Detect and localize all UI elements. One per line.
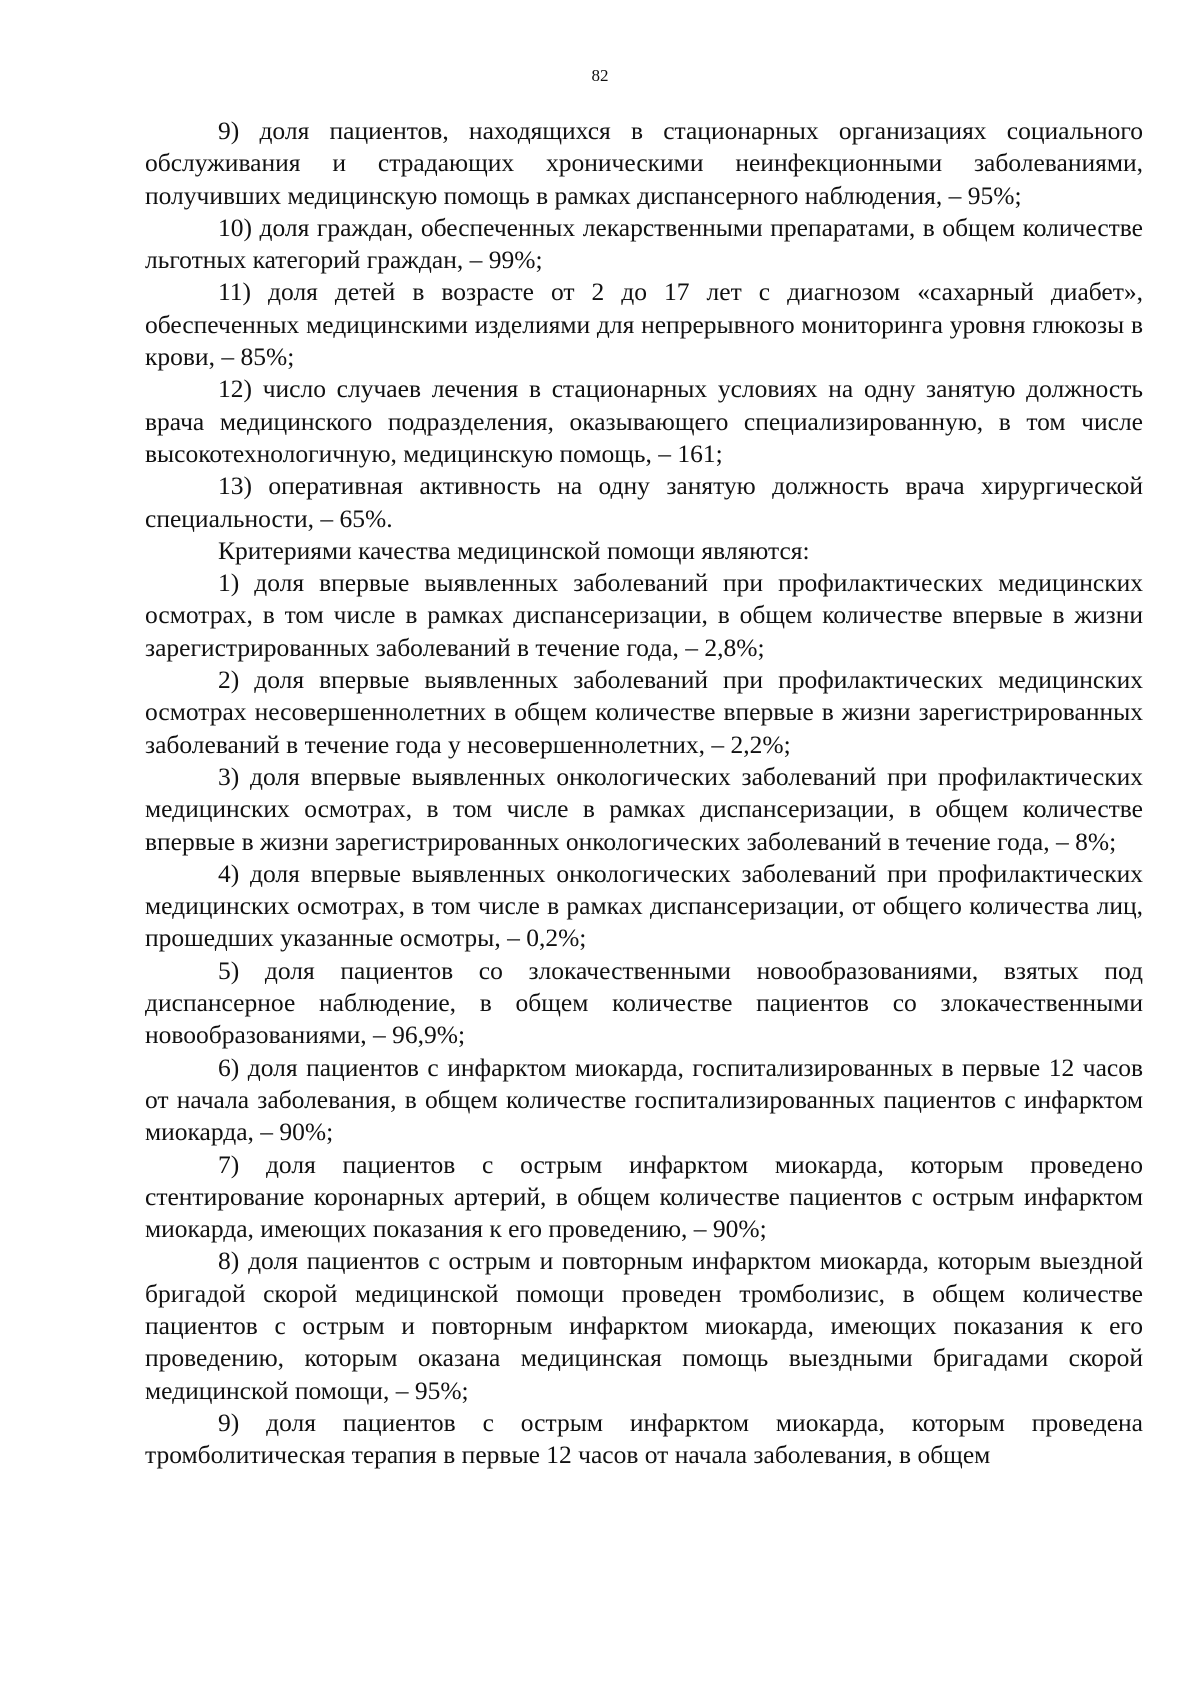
paragraph-criterion-5: 5) доля пациентов со злокачественными новообразованиями, взятых под диспансерное наблюдение, в общем количестве пациентов со злокачественными новообразованиями, – 96,9%; (145, 955, 1143, 1050)
paragraph-criterion-8: 8) доля пациентов с острым и повторным инфарктом миокарда, которым выездной бригадой скорой медицинской помощи проведен тромболизис, в общем количестве пациентов с острым и повторным инфарктом миокарда, имеющих показания к его проведению, которым оказана медицинская помощь выездными бригадами скорой медицинской помощи, – 95%; (145, 1246, 1143, 1405)
paragraph-criterion-7: 7) доля пациентов с острым инфарктом миокарда, которым проведено стентирование коронарных артерий, в общем количестве пациентов с острым инфарктом миокарда, имеющих показания к его проведению, – 90%; (145, 1149, 1143, 1244)
paragraph-criterion-1: 1) доля впервые выявленных заболеваний при профилактических медицинских осмотрах, в том числе в рамках диспансеризации, в общем количестве впервые в жизни зарегистрированных заболеваний в течение года, – 2,8%; (145, 568, 1143, 662)
paragraph-criterion-9: 9) доля пациентов с острым инфарктом миокарда, которым проведена тромболитическая терапия в первые 12 часов от начала заболевания, в общем (145, 1407, 1143, 1470)
paragraph-criterion-4: 4) доля впервые выявленных онкологических заболеваний при профилактических медицинских осмотрах, в том числе в рамках диспансеризации, от общего количества лиц, прошедших указанные осмотры, – 0,2%; (145, 858, 1143, 953)
paragraph-item-12-inpatient-cases: 12) число случаев лечения в стационарных условиях на одну занятую должность врача медицинского подразделения, оказывающего специализированную, в том числе высокотехнологичную, медицинскую помощь, – 161; (145, 374, 1143, 468)
paragraph-quality-criteria-heading: Критериями качества медицинской помощи являются: (218, 535, 810, 565)
paragraph-item-10-medicines: 10) доля граждан, обеспеченных лекарственными препаратами, в общем количестве льготных категорий граждан, – 99%; (145, 212, 1143, 275)
paragraph-criterion-6: 6) доля пациентов с инфарктом миокарда, госпитализированных в первые 12 часов от начала заболевания, в общем количестве госпитализированных пациентов с инфарктом миокарда, – 90%; (145, 1052, 1143, 1147)
page-number: 82 (591, 66, 609, 85)
paragraph-criterion-2: 2) доля впервые выявленных заболеваний при профилактических медицинских осмотрах несовершеннолетних в общем количестве впервые в жизни зарегистрированных заболеваний в течение года у несовершеннолетних, – 2,2%; (145, 665, 1143, 759)
paragraph-item-11-glucose-monitoring: 11) доля детей в возрасте от 2 до 17 лет с диагнозом «сахарный диабет», обеспеченных медицинскими изделиями для непрерывного мониторинга уровня глюкозы в крови, – 85%; (145, 277, 1143, 372)
paragraph-item-13-surgical-activity: 13) оперативная активность на одну занятую должность врача хирургической специальности, – 65%. (145, 471, 1143, 533)
document-body (145, 115, 1143, 1471)
paragraph-criterion-3: 3) доля впервые выявленных онкологических заболеваний при профилактических медицинских осмотрах, в том числе в рамках диспансеризации, в общем количестве впервые в жизни зарегистрированных онкологических заболеваний в течение года, – 8%; (145, 761, 1143, 856)
paragraph-item-9-social-care: 9) доля пациентов, находящихся в стационарных организациях социального обслуживания и страдающих хроническими неинфекционными заболеваниями, получивших медицинскую помощь в рамках диспансерного наблюдения, – 95%; (145, 116, 1143, 210)
